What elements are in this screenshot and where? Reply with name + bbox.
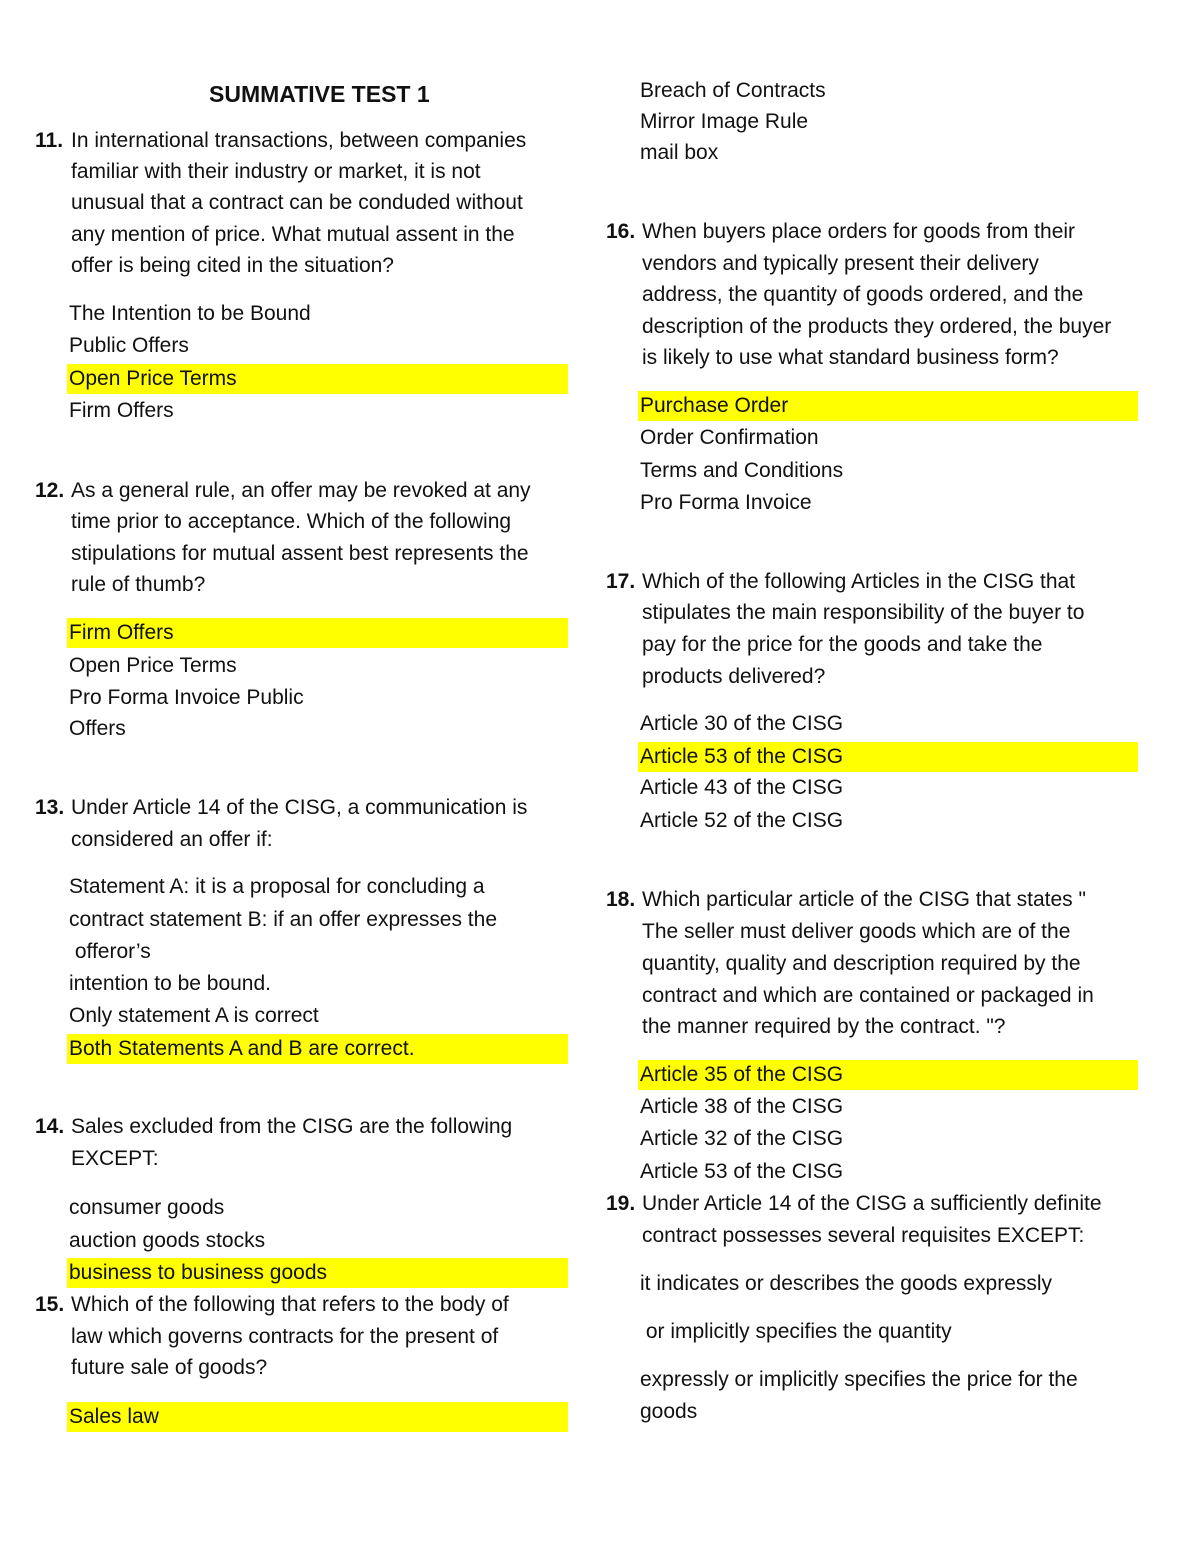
answer-option-highlighted: business to business goods: [67, 1258, 568, 1288]
question-number: 12.: [35, 479, 65, 502]
question-text-line: the manner required by the contract. "?: [642, 1015, 1006, 1038]
answer-option: offeror’s: [69, 940, 151, 963]
answer-option: Breach of Contracts: [640, 79, 826, 102]
question-number: 19.: [606, 1192, 636, 1215]
question-text-line: The seller must deliver goods which are of the: [642, 920, 1071, 943]
answer-option-highlighted: Both Statements A and B are correct.: [67, 1034, 568, 1064]
question-text-line: vendors and typically present their delivery: [642, 252, 1039, 275]
question-text-line: any mention of price. What mutual assent in the: [71, 223, 515, 246]
answer-option: expressly or implicitly specifies the price for the: [640, 1368, 1078, 1391]
question-number: 17.: [606, 570, 636, 593]
question-text-line: Under Article 14 of the CISG, a communication is: [71, 796, 528, 819]
question-text-line: EXCEPT:: [71, 1147, 159, 1170]
answer-option: intention to be bound.: [69, 972, 272, 995]
answer-option: Statement A: it is a proposal for concluding a: [69, 875, 485, 898]
answer-option: The Intention to be Bound: [69, 302, 311, 325]
question-text-line: Which of the following Articles in the CISG that: [642, 570, 1076, 593]
answer-option-highlighted: Open Price Terms: [67, 364, 568, 394]
answer-option: goods: [640, 1400, 698, 1423]
answer-option: it indicates or describes the goods expressly: [640, 1272, 1053, 1295]
question-text-line: offer is being cited in the situation?: [71, 254, 394, 277]
answer-option: Pro Forma Invoice Public: [69, 686, 304, 709]
answer-option: consumer goods: [69, 1196, 225, 1219]
question-text-line: contract possesses several requisites EXCEPT:: [642, 1224, 1085, 1247]
answer-option: Public Offers: [69, 334, 189, 357]
question-number: 11.: [35, 129, 64, 152]
question-text-line: pay for the price for the goods and take the: [642, 633, 1043, 656]
question-text-line: products delivered?: [642, 665, 826, 688]
question-text-line: law which governs contracts for the present of: [71, 1325, 499, 1348]
question-text-line: Which particular article of the CISG that states ": [642, 888, 1086, 911]
question-text-line: Under Article 14 of the CISG a sufficiently definite: [642, 1192, 1102, 1215]
answer-option-highlighted: Purchase Order: [638, 391, 1138, 421]
question-text-line: is likely to use what standard business form?: [642, 346, 1059, 369]
question-text-line: In international transactions, between companies: [71, 129, 527, 152]
question-number: 15.: [35, 1293, 65, 1316]
question-text-line: quantity, quality and description required by the: [642, 952, 1081, 975]
question-text-line: stipulates the main responsibility of the buyer to: [642, 601, 1085, 624]
answer-option-highlighted: Firm Offers: [67, 618, 568, 648]
question-text-line: When buyers place orders for goods from their: [642, 220, 1076, 243]
answer-option: Terms and Conditions: [640, 459, 844, 482]
page-title: SUMMATIVE TEST 1: [209, 81, 430, 107]
answer-option: contract statement B: if an offer expresses the: [69, 908, 497, 931]
answer-option: Pro Forma Invoice: [640, 491, 812, 514]
question-text-line: address, the quantity of goods ordered, and the: [642, 283, 1084, 306]
question-text-line: considered an offer if:: [71, 828, 273, 851]
question-text-line: description of the products they ordered, the buyer: [642, 315, 1112, 338]
answer-option-highlighted: Article 35 of the CISG: [638, 1060, 1138, 1090]
answer-option: Order Confirmation: [640, 426, 819, 449]
question-number: 14.: [35, 1115, 65, 1138]
answer-option: Offers: [69, 717, 126, 740]
answer-option: Mirror Image Rule: [640, 110, 809, 133]
question-number: 18.: [606, 888, 636, 911]
answer-option: Article 38 of the CISG: [640, 1095, 844, 1118]
question-number: 16.: [606, 220, 636, 243]
question-number: 13.: [35, 796, 65, 819]
answer-option: Article 53 of the CISG: [640, 1160, 844, 1183]
answer-option: Article 32 of the CISG: [640, 1127, 844, 1150]
answer-option: Open Price Terms: [69, 654, 237, 677]
answer-option: Only statement A is correct: [69, 1004, 319, 1027]
answer-option: Firm Offers: [69, 399, 174, 422]
question-text-line: time prior to acceptance. Which of the following: [71, 510, 512, 533]
question-text-line: contract and which are contained or packaged in: [642, 984, 1094, 1007]
answer-option-highlighted: Sales law: [67, 1402, 568, 1432]
question-text-line: unusual that a contract can be conduded without: [71, 191, 523, 214]
answer-option: Article 30 of the CISG: [640, 712, 844, 735]
answer-option: mail box: [640, 141, 719, 164]
question-text-line: stipulations for mutual assent best represents the: [71, 542, 529, 565]
answer-option-highlighted: Article 53 of the CISG: [638, 742, 1138, 772]
question-text-line: future sale of goods?: [71, 1356, 268, 1379]
question-text-line: familiar with their industry or market, it is not: [71, 160, 481, 183]
answer-option: Article 43 of the CISG: [640, 776, 844, 799]
answer-option: auction goods stocks: [69, 1229, 266, 1252]
answer-option: or implicitly specifies the quantity: [640, 1320, 952, 1343]
answer-option: Article 52 of the CISG: [640, 809, 844, 832]
question-text-line: rule of thumb?: [71, 573, 206, 596]
question-text-line: As a general rule, an offer may be revoked at any: [71, 479, 531, 502]
question-text-line: Sales excluded from the CISG are the following: [71, 1115, 513, 1138]
question-text-line: Which of the following that refers to the body of: [71, 1293, 509, 1316]
